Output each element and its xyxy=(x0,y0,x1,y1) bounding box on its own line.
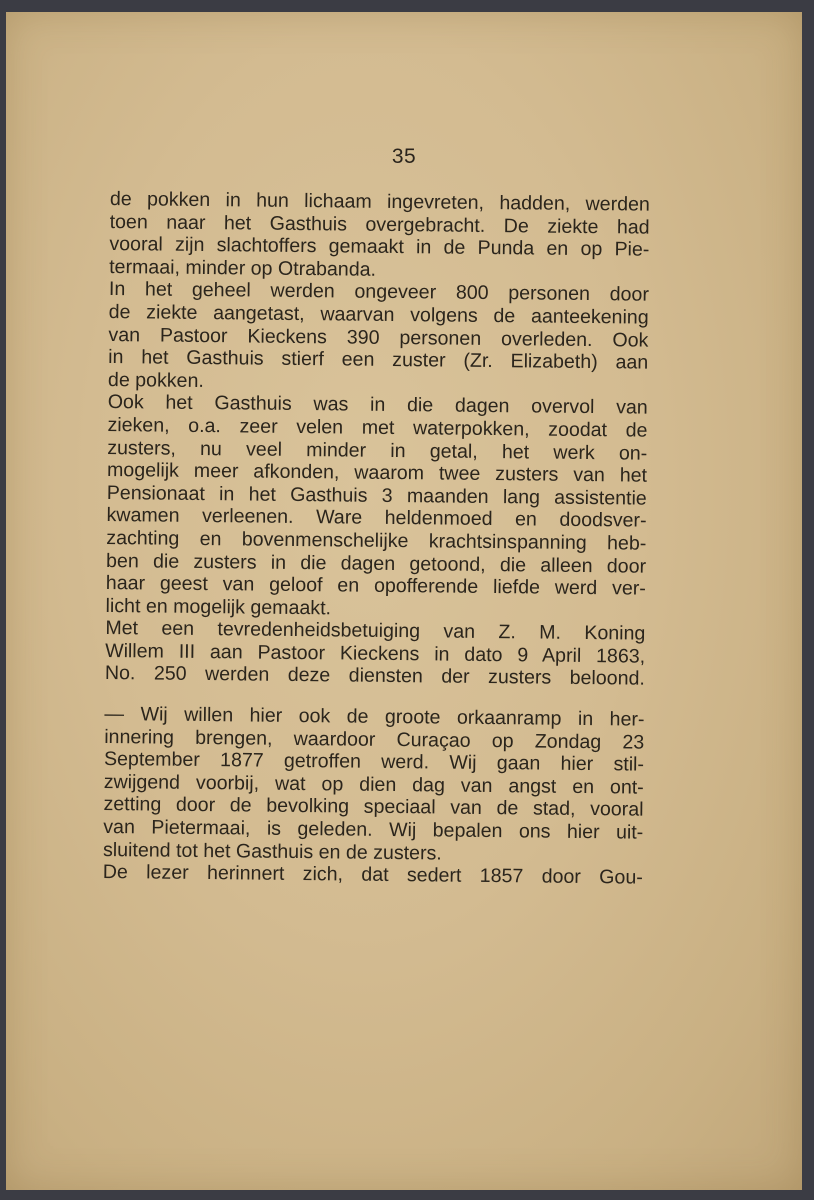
text-line: No. 250 werden deze diensten der zusters beloond. xyxy=(104,662,646,691)
paragraph-2 xyxy=(108,278,649,397)
text-line: September 1877 getroffen werd. Wij gaan hier stil- xyxy=(103,748,645,776)
text-line: termaai, minder op Otrabanda. xyxy=(109,255,377,281)
text-line: de ziekte aangetast, waarvan volgens de aanteekening xyxy=(108,300,649,329)
text-line: In het geheel werden ongeveer 800 personen door xyxy=(108,278,650,307)
paragraph-5 xyxy=(103,703,645,867)
text-line: de pokken. xyxy=(107,368,204,392)
text-line: Ook het Gasthuis was in die dagen overvol van xyxy=(107,391,648,419)
text-line: zwijgend voorbij, wat op dien dag van angst en ont- xyxy=(103,770,644,799)
text-line: mogelijk meer afkonden, waarom twee zusters van het xyxy=(106,459,648,487)
paragraph-4 xyxy=(105,617,646,690)
text-line: zusters, nu veel minder in getal, het werk on- xyxy=(107,436,648,465)
book-page xyxy=(6,12,802,1190)
text-line: ben die zusters in die dagen getoond, die alleen door xyxy=(105,549,647,578)
text-line: innering brengen, waardoor Curaçao op Zondag 23 xyxy=(104,725,645,754)
text-line: Willem III aan Pastoor Kieckens in dato 9 April 1863, xyxy=(105,639,646,668)
text-line: van Pastoor Kieckens 390 personen overleden. Ook xyxy=(108,323,649,352)
text-line: licht en mogelijk gemaakt. xyxy=(105,594,332,620)
paragraph-1 xyxy=(109,188,650,284)
text-line: zieken, o.a. zeer velen met waterpokken, zoodat de xyxy=(107,413,648,442)
text-line: toen naar het Gasthuis overgebracht. De ziekte had xyxy=(109,210,650,239)
text-line: kwamen verleenen. Ware heldenmoed en doodsver- xyxy=(106,504,647,532)
text-line: haar geest van geloof en opofferende liefde werd ver- xyxy=(105,572,646,600)
text-line: vooral zijn slachtoffers gemaakt in de Punda en op Pie- xyxy=(109,233,650,261)
text-line: zetting door de bevolking speciaal van de stad, vooral xyxy=(103,793,644,822)
text-line: zachting en bovenmenschelijke krachtsinspanning heb- xyxy=(106,526,647,555)
text-line: van Pietermaai, is geleden. Wij bepalen ons hier uit- xyxy=(103,815,644,844)
text-line: in het Gasthuis stierf een zuster (Zr. Elizabeth) aan xyxy=(108,346,649,374)
text-line: sluitend tot het Gasthuis en de zusters. xyxy=(102,838,442,865)
text-line: — Wij willen hier ook de groote orkaanramp in her- xyxy=(104,703,645,731)
text-line: De lezer herinnert zich, dat sedert 1857 door Gou- xyxy=(102,861,643,889)
page-number: 35 xyxy=(391,145,417,168)
body-text xyxy=(103,188,650,889)
paragraph-6 xyxy=(103,861,643,889)
text-line: Pensionaat in het Gasthuis 3 maanden lang assistentie xyxy=(106,481,647,510)
text-line: Met een tevredenheidsbetuiging van Z. M. Koning xyxy=(105,617,646,645)
text-line: de pokken in hun lichaam ingevreten, hadden, werden xyxy=(109,188,650,216)
paragraph-3 xyxy=(106,391,648,623)
